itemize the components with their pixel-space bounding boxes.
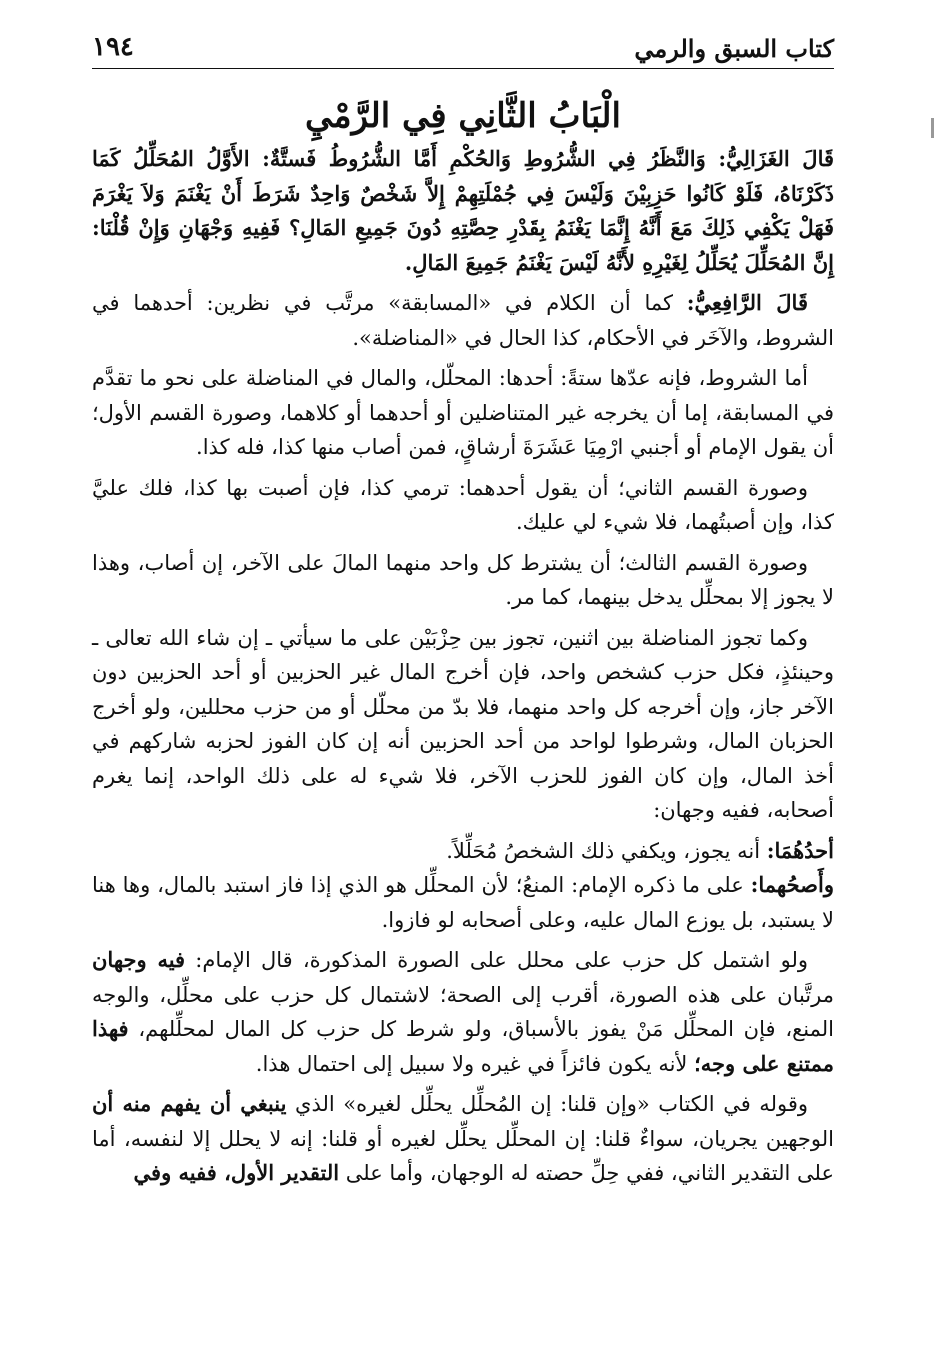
paragraph-shurut: أما الشروط، فإنه عدّها ستةً: أحدها: المحلّل، والمال في المناضلة على نحو ما تقدَّم في المسابقة، إما أن يخرجه غير المتناضلين أو أحدهما أو كلاهما، وصورة القسم الأول؛ أن يقول الإمام أو أجنبي ارْمِيَا عَشَرَةَ أرشاقٍ، فمن أصاب منها كذا، فله كذا. <box>92 366 834 459</box>
kitab-bold-taqdir: التقدير الأول، ففيه وفي <box>133 1160 340 1185</box>
paragraph-qism-thani: وصورة القسم الثاني؛ أن يقول أحدهما: ترمي كذا، فإن أصبت بها كذا، فلك عليَّ كذا، وإن أصبتُهما، فلا شيء لي عليك. <box>92 475 834 534</box>
matn-paragraph <box>92 142 834 280</box>
imam-bold-wajhan: فيه وجهان <box>92 947 186 972</box>
paragraph-hizbayn: وكما تجوز المناضلة بين اثنين، تجوز بين حِزْبَيْن على ما سيأتي ـ إن شاء الله تعالى ـ وحينئذٍ، فكل حزب كشخص واحد، فإن أخرج المال غير الحزبين أو أحد الحزبين دون الآخر جاز، وإن أخرجه كل واحد منهما، فلا بدّ من محلّل أو من حزب محللين، ولو أخرج الحزبان المال، وشرطوا لواحد من أحد الحزبين أنه إن كان الفوز لحزبه شاركهم في أخذ المال، وإن كان الفوز للحزب الآخر، فلا شيء له على ذلك الواحد، إنما يغرم أصحابه، ففيه وجهان: <box>92 625 834 822</box>
imam-bold-mumtani: فهذا ممتنع على وجه؛ <box>92 1016 834 1076</box>
sharh-label: قَالَ الرَّافِعِيُّ: <box>686 290 808 315</box>
margin-mark <box>931 118 934 138</box>
imam-text-middle: مرتَّبان على هذه الصورة، أقرب إلى الصحة؛ لاشتمال كل حزب على محلِّل، والوجه المنع، فإن المحلِّل مَنْ يفوز بالأسباق، ولو شرط كل حزب كل المال لمحلِّلهم، <box>92 982 834 1041</box>
sharh-text: كما أن الكلام في «المسابقة» مرتَّب في نظرين: أحدهما في الشروط، والآخَر في الأحكام، كذا الحال في «المناضلة». <box>92 291 834 350</box>
running-header <box>92 26 834 69</box>
wajh-second-text: على ما ذكره الإمام: المنعُ؛ لأن المحلِّل هو الذي إذا فاز استبد بالمال، وها هنا لا يستبد، بل يوزع المال عليه، وعلى أصحابه لو فازوا. <box>92 873 834 932</box>
wajh-first <box>92 834 834 869</box>
paragraph-kitab <box>92 1087 834 1191</box>
page-number: ١٩٤ <box>92 32 134 62</box>
wajh-first-text: أنه يجوز، ويكفي ذلك الشخصُ مُحَلِّلاً. <box>446 838 761 863</box>
sharh-paragraph <box>92 286 834 355</box>
imam-text-start: ولو اشتمل كل حزب على محلل على الصورة المذكورة، قال الإمام: <box>195 948 808 972</box>
matn-text: وَالنَّظَرُ فِي الشُّرُوطِ وَالحُكْمِ أَمَّا الشُّرُوطُ فَستَّةٌ: الأَوَّلُ المُحَلِّلُ كَمَا ذَكَرْنَاهُ، فَلَوْ كَانُوا حَزِبِيْنَ وَلَيْسَ فِي جُمْلَتِهِمْ إِلاَّ شَخْصٌ وَاحِدٌ شَرَطَ أَنْ يَغْنَمَ وَلاَ يَغْرَمَ فَهَلْ يَكْفِي ذَلِكَ مَعَ أَنَّهُ إِنَّمَا يَغْنَمُ بِقَدْرِ حِصَّتِهِ دُونَ جَمِيعِ المَالِ؟ فَفِيهِ وَجْهَانِ وَإِنْ قُلْنَا: إِنَّ المُحَلِّلَ يُحَلِّلُ لِغَيْرِهِ لأَنَّهُ لَيْسَ يَغْنَمُ جَمِيعَ المَالِ. <box>92 146 834 275</box>
kitab-text-start: وقوله في الكتاب «وإن قلنا: إن المُحلِّل يحلِّل لغيره» الذي <box>295 1092 808 1116</box>
imam-text-end: لأنه يكون فائزاً في غيره ولا سبيل إلى احتمال هذا. <box>255 1051 688 1076</box>
paragraph-qism-thalith: وصورة القسم الثالث؛ أن يشترط كل واحد منهما المالَ على الآخر، إن أصاب، وهذا لا يجوز إلا بمحلِّل يدخل بينهما، كما مر. <box>92 550 834 609</box>
wajh-second-label: وأَصحُهما: <box>750 872 834 897</box>
wajh-second <box>92 868 834 937</box>
matn-label: قَالَ الغَزَالِيُّ: <box>718 146 835 171</box>
kitab-bold-yanbaghi: ينبغي أن يفهم منه أن <box>92 1091 287 1116</box>
chapter-title: الْبَابُ الثَّانِي فِي الرَّمْيِ <box>305 96 621 136</box>
paragraph-imam <box>92 943 834 1081</box>
kitab-text-middle: الوجهين يجريان، سواءٌ قلنا: إن المحلِّل يحلِّل لغيره أو قلنا: إنه لا يحلل إلا لنفسه، أما على التقدير الثاني، ففي حِلِّ حصته له الوجهان، وأما على <box>92 1126 834 1185</box>
book-title: كتاب السبق والرمي <box>634 34 834 63</box>
body-text <box>92 142 834 1197</box>
wajh-first-label: أحدُهُمَا: <box>766 837 834 863</box>
